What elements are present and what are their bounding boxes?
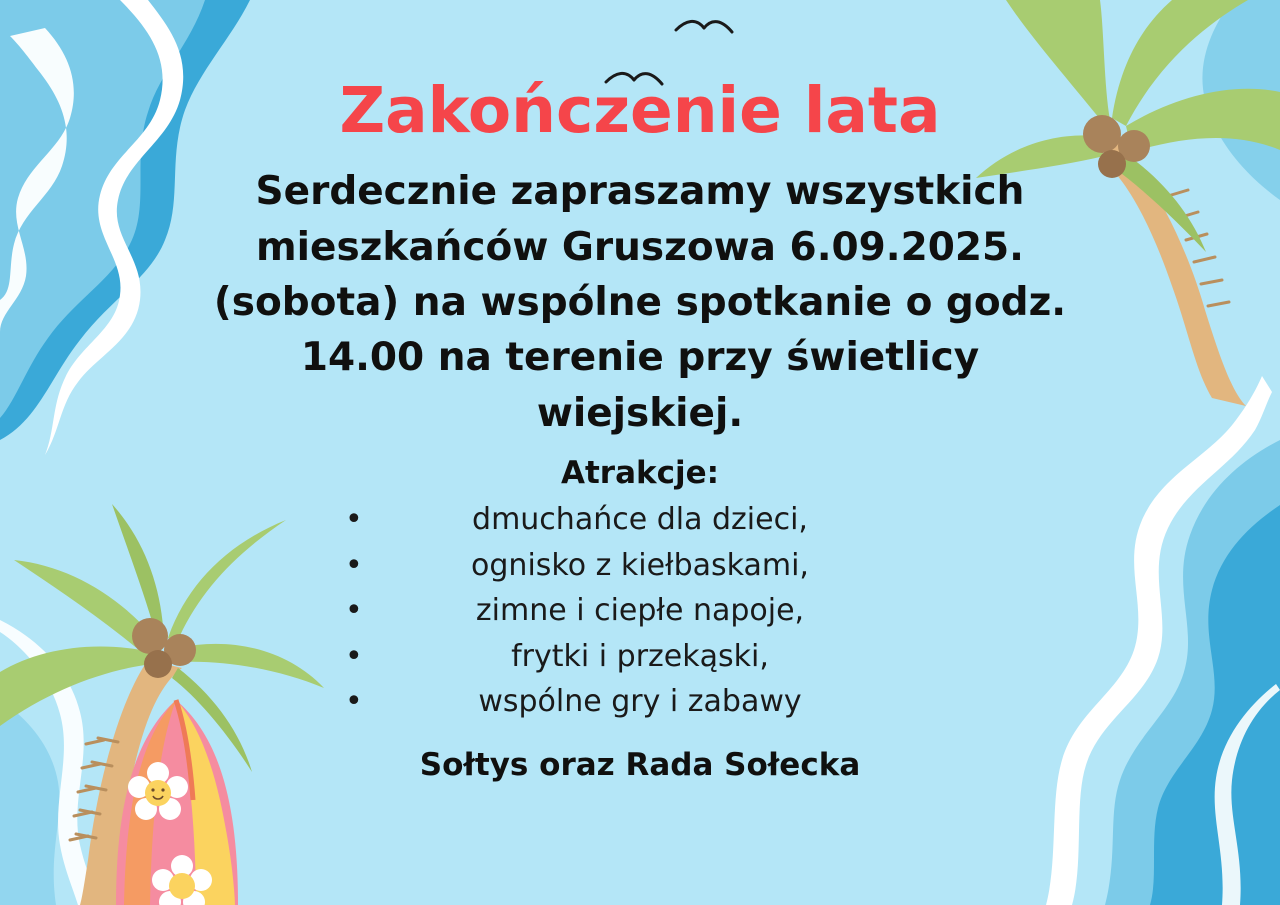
attractions-list bbox=[290, 497, 990, 725]
bullet-icon: • bbox=[345, 638, 363, 674]
bullet-icon: • bbox=[345, 593, 363, 629]
list-item-label: ognisko z kiełbaskami, bbox=[471, 547, 809, 583]
list-item bbox=[290, 634, 990, 680]
attractions-heading: Atrakcje: bbox=[560, 455, 720, 492]
list-item bbox=[290, 543, 990, 589]
invitation-text: Serdecznie zapraszamy wszystkich mieszkańców Gruszowa 6.09.2025. (sobota) na wspólne spotkanie o godz. 14.00 na terenie przy świetlicy wiejskiej. bbox=[213, 169, 1067, 436]
list-item-label: wspólne gry i zabawy bbox=[478, 684, 802, 720]
list-item-label: zimne i ciepłe napoje, bbox=[475, 593, 805, 629]
bullet-icon: • bbox=[345, 547, 363, 583]
list-item bbox=[290, 588, 990, 634]
bullet-icon: • bbox=[345, 684, 363, 720]
list-item bbox=[290, 679, 990, 725]
signature-text: Sołtys oraz Rada Sołecka bbox=[419, 746, 861, 783]
page-title: Zakończenie lata bbox=[339, 74, 941, 147]
list-item bbox=[290, 497, 990, 543]
list-item-label: frytki i przekąski, bbox=[511, 638, 769, 674]
bullet-icon: • bbox=[345, 502, 363, 538]
list-item-label: dmuchańce dla dzieci, bbox=[472, 502, 808, 538]
